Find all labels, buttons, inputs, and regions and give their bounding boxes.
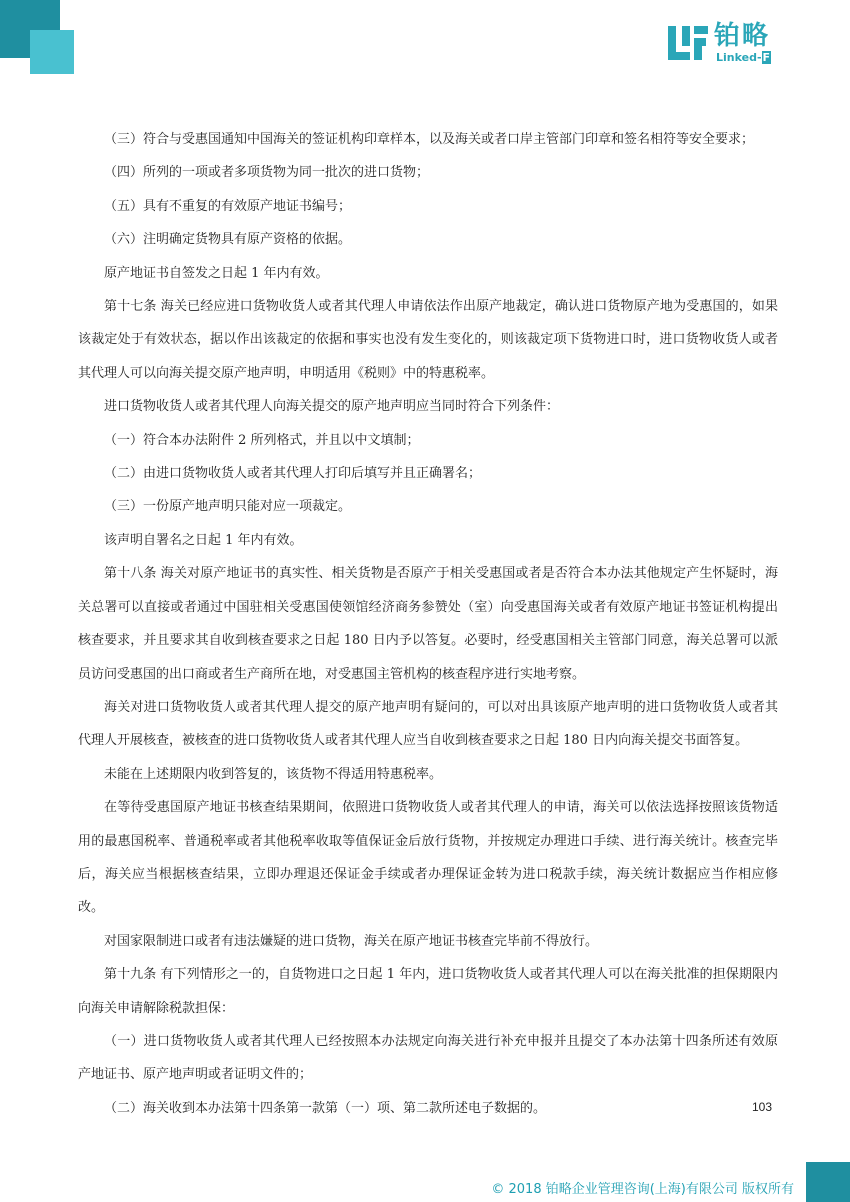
paragraph: 对国家限制进口或者有违法嫌疑的进口货物，海关在原产地证书核查完毕前不得放行。 [104,933,599,949]
paragraph: （二）由进口货物收货人或者其代理人打印后填写并且正确署名； [104,466,482,482]
corner-decoration-bottom [806,1162,850,1202]
paragraph: 海关对进口货物收货人或者其代理人提交的原产地声明有疑问的，可以对出具该原产地声明的进口货物收货人或者其代理人开展核查，被核查的进口货物收货人或者其代理人应当自收到核查要求之日起 180 日内向海关提交书面答复。 [78,699,778,749]
paragraph: 第十八条 海关对原产地证书的真实性、相关货物是否原产于相关受惠国或者是否符合本办法其他规定产生怀疑时，海关总署可以直接或者通过中国驻相关受惠国使领馆经济商务参赞处（室）向受惠国海关或者有效原产地证书签证机构提出核查要求，并且要求其自收到核查要求之日起 180 日内予以答复。必要时，经受惠国相关主管部门同意，海关总署可以派员访问受惠国的出口商或者生产商所在地，对受惠国主管机构的核查程序进行实地考察。 [78,566,778,682]
page-number: 103 [752,1100,773,1114]
paragraph: （五）具有不重复的有效原产地证书编号； [104,198,352,214]
company-logo [668,22,798,66]
paragraph: 进口货物收货人或者其代理人向海关提交的原产地声明应当同时符合下列条件： [104,399,560,415]
paragraph: 第十九条 有下列情形之一的，自货物进口之日起 1 年内，进口货物收货人或者其代理人可以在海关批准的担保期限内向海关申请解除税款担保： [78,967,778,1016]
paragraph: 原产地证书自签发之日起 1 年内有效。 [104,265,329,281]
logo-name-en: Linked-F [716,51,771,64]
paragraph: （四）所列的一项或者多项货物为同一批次的进口货物； [104,165,430,181]
paragraph: （三）一份原产地声明只能对应一项裁定。 [104,499,352,515]
corner-decoration-light [30,30,74,74]
paragraph: 第十七条 海关已经应进口货物收货人或者其代理人申请依法作出原产地裁定，确认进口货物原产地为受惠国的，如果该裁定处于有效状态，据以作出该裁定的依据和事实也没有发生变化的，则该裁定项下货物进口时，进口货物收货人或者其代理人可以向海关提交原产地声明，申明适用《税则》中的特惠税率。 [78,299,778,381]
paragraph: （一）符合本办法附件 2 所列格式，并且以中文填制； [104,432,420,448]
document-body [78,123,778,1125]
paragraph: （二）海关收到本办法第十四条第一款第（一）项、第二款所述电子数据的。 [104,1100,547,1116]
logo-mark-icon [668,22,708,62]
paragraph: （一）进口货物收货人或者其代理人已经按照本办法规定向海关进行补充申报并且提交了本办法第十四条所述有效原产地证书、原产地声明或者证明文件的； [78,1033,778,1083]
paragraph: 未能在上述期限内收到答复的，该货物不得适用特惠税率。 [104,766,443,782]
paragraph: （三）符合与受惠国通知中国海关的签证机构印章样本，以及海关或者口岸主管部门印章和签名相符等安全要求； [104,132,755,147]
logo-name-cn: 铂略 [714,21,771,51]
paragraph: 该声明自署名之日起 1 年内有效。 [104,532,303,548]
paragraph: （六）注明确定货物具有原产资格的依据。 [104,232,352,248]
copyright-footer: © 2018 铂略企业管理咨询(上海)有限公司 版权所有 [491,1182,794,1197]
paragraph: 在等待受惠国原产地证书核查结果期间，依照进口货物收货人或者其代理人的申请，海关可以依法选择按照该货物适用的最惠国税率、普通税率或者其他税率收取等值保证金后放行货物，并按规定办理进口手续、进行海关统计。核查完毕后，海关应当根据核查结果，立即办理退还保证金手续或者办理保证金转为进口税款手续，海关统计数据应当作相应修改。 [78,800,778,916]
